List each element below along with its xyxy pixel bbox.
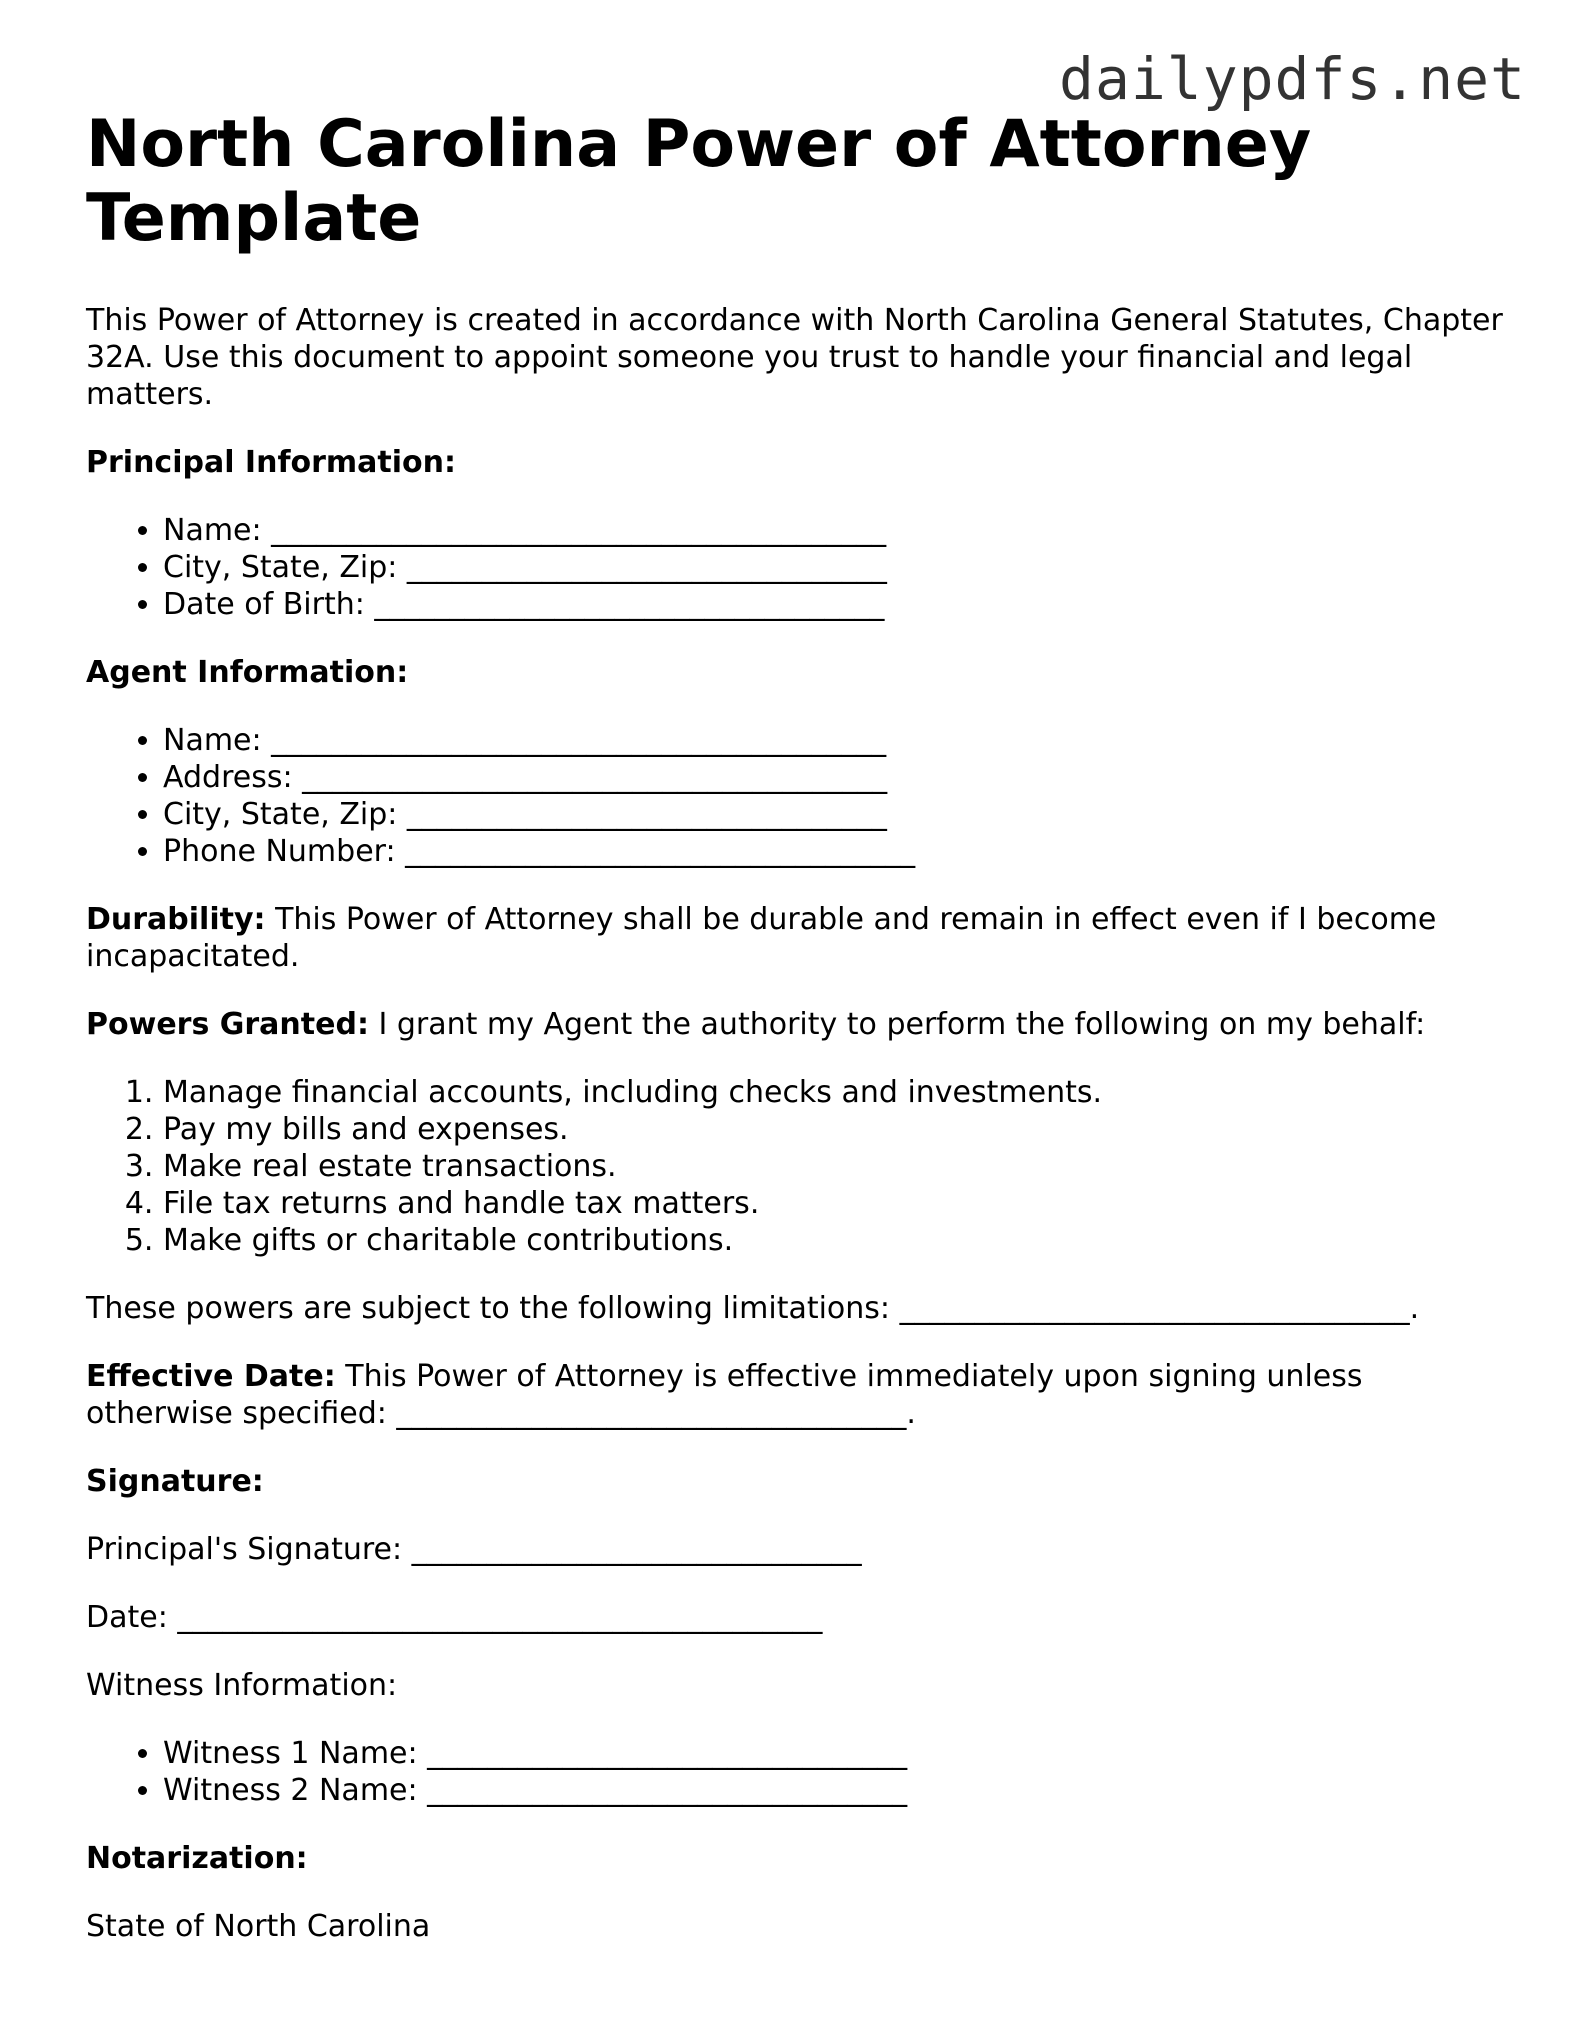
signature-heading: Signature: — [86, 1464, 264, 1499]
document-title: North Carolina Power of Attorney Template — [86, 107, 1312, 256]
notarization-state: State of North Carolina — [86, 1909, 431, 1944]
effective-date-label: Effective Date: — [86, 1359, 336, 1394]
principal-name-field[interactable]: • Name: _________________________________________ — [163, 512, 1516, 549]
witness-heading: Witness Information: — [86, 1668, 398, 1703]
power-item: 4. File tax returns and handle tax matters. — [163, 1185, 1516, 1222]
powers-paragraph — [86, 1006, 1516, 1043]
intro-paragraph: This Power of Attorney is created in accordance with North Carolina General Statutes, Chapter 32A. Use this document to appoint someone you trust to handle your financial and legal matters. — [86, 303, 1503, 412]
durability-label: Durability: — [86, 902, 266, 937]
agent-name-field[interactable]: • Name: _________________________________________ — [163, 722, 1516, 759]
principal-fields — [86, 512, 1516, 623]
effective-date-paragraph[interactable] — [86, 1358, 1516, 1432]
principal-city-state-zip-field[interactable]: • City, State, Zip: ________________________________ — [163, 549, 1516, 586]
powers-list — [86, 1074, 1516, 1259]
notarization-heading: Notarization: — [86, 1841, 308, 1876]
witness-2-name-field[interactable]: • Witness 2 Name: ________________________________ — [163, 1772, 1516, 1809]
signature-date-field[interactable]: Date: ___________________________________________ — [86, 1600, 823, 1635]
witness-1-name-field[interactable]: • Witness 1 Name: ________________________________ — [163, 1735, 1516, 1772]
principal-date-of-birth-field[interactable]: • Date of Birth: __________________________________ — [163, 586, 1516, 623]
principal-signature-field[interactable]: Principal's Signature: ______________________________ — [86, 1532, 862, 1567]
powers-text: I grant my Agent the authority to perform the following on my behalf: — [368, 1007, 1426, 1042]
power-item: 3. Make real estate transactions. — [163, 1148, 1516, 1185]
power-item: 2. Pay my bills and expenses. — [163, 1111, 1516, 1148]
effective-date-text: This Power of Attorney is effective immediately upon signing unless otherwise specified: __________________________________. — [86, 1359, 1363, 1431]
durability-paragraph — [86, 901, 1516, 975]
agent-heading: Agent Information: — [86, 655, 409, 690]
power-item: 1. Manage financial accounts, including checks and investments. — [163, 1074, 1516, 1111]
agent-phone-number-field[interactable]: • Phone Number: __________________________________ — [163, 833, 1516, 870]
power-item: 5. Make gifts or charitable contributions. — [163, 1222, 1516, 1259]
witness-fields — [86, 1735, 1516, 1809]
agent-fields — [86, 722, 1516, 870]
powers-label: Powers Granted: — [86, 1007, 369, 1042]
site-watermark: dailypdfs.net — [1059, 45, 1526, 113]
limitations-field[interactable]: These powers are subject to the following limitations: __________________________________. — [86, 1291, 1420, 1326]
agent-city-state-zip-field[interactable]: • City, State, Zip: ________________________________ — [163, 796, 1516, 833]
principal-heading: Principal Information: — [86, 445, 457, 480]
durability-text: This Power of Attorney shall be durable and remain in effect even if I become incapacitated. — [86, 902, 1437, 974]
document-content — [86, 108, 1516, 1945]
agent-address-field[interactable]: • Address: _______________________________________ — [163, 759, 1516, 796]
